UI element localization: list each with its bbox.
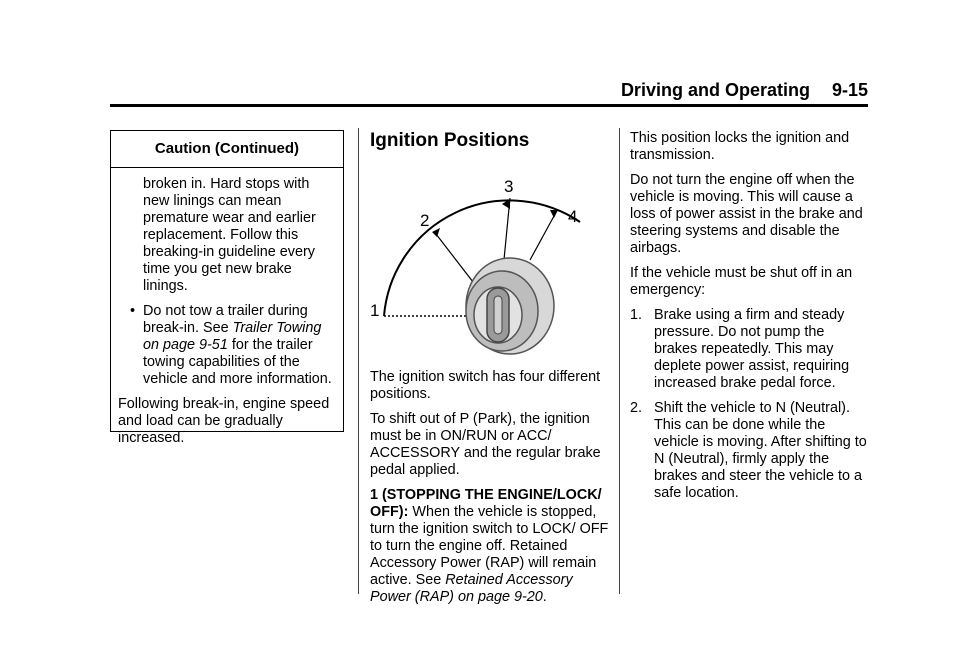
page-number: 9-15 xyxy=(831,80,868,100)
caution-continued-text: broken in. Hard stops with new linings can mean premature wear and earlier replacement. Follow this breaking-in guideline every time you get new brake linings. xyxy=(143,176,316,294)
step-text: Brake using a firm and steady pressure. Do not pump the brakes repeatedly. This may deplete power assist, requiring increased brake pedal force. xyxy=(654,307,850,391)
position-1-label: 1 (STOPPING THE ENGINE/LOCK/ OFF): xyxy=(370,487,602,520)
bullet-text-before: Do not tow a trailer during break-in. See xyxy=(143,303,308,336)
position-label-4: 4 xyxy=(568,207,578,226)
caution-box xyxy=(110,130,344,446)
emergency-intro: If the vehicle must be shut off in an emergency: xyxy=(630,265,853,298)
trailer-towing-link[interactable]: Trailer Towing on page 9-51 xyxy=(143,320,322,353)
position-1-description xyxy=(370,487,610,606)
leader-2 xyxy=(436,234,473,282)
middle-column-text xyxy=(370,369,610,614)
ignition-positions-heading: Ignition Positions xyxy=(370,130,530,151)
step-number: 1. xyxy=(630,307,643,323)
switch-key-groove xyxy=(494,296,502,334)
emergency-step-1 xyxy=(630,307,870,392)
rap-link[interactable]: Retained Accessory Power (RAP) on page 9-20 xyxy=(370,572,573,605)
caution-after-text: Following break-in, engine speed and load can be gradually increased. xyxy=(118,396,330,446)
section-title-header: Driving and Operating xyxy=(620,80,810,100)
step-text: Shift the vehicle to N (Neutral). This can be done while the vehicle is moving. After shifting to N (Neutral), firmly apply the brakes and steer the vehicle to a safe location. xyxy=(654,400,867,501)
position-1-text: When the vehicle is stopped, turn the ignition switch to LOCK/ OFF to turn the engine off. Retained Accessory Power (RAP) will remain active. See xyxy=(370,504,609,588)
caution-bullet xyxy=(118,303,335,388)
position-label-1: 1 xyxy=(370,301,380,320)
ignition-switch-figure xyxy=(370,170,606,356)
caution-body xyxy=(111,168,343,447)
header-rule xyxy=(110,104,868,107)
leader-4 xyxy=(530,216,554,260)
right-column xyxy=(630,130,870,510)
emergency-step-2 xyxy=(630,400,870,502)
bullet-text-after: for the trailer towing capabilities of the vehicle and more information. xyxy=(143,337,332,387)
column-divider-1 xyxy=(358,128,359,594)
locks-ignition-text: This position locks the ignition and transmission. xyxy=(630,130,850,163)
position-label-3: 3 xyxy=(504,177,514,196)
shift-out-of-park: To shift out of P (Park), the ignition must be in ON/RUN or ACC/ ACCESSORY and the regular brake pedal applied. xyxy=(370,411,601,478)
caution-title: Caution (Continued) xyxy=(111,131,343,168)
step-number: 2. xyxy=(630,400,643,416)
position-1-end: . xyxy=(542,589,547,605)
column-divider-2 xyxy=(619,128,620,594)
page-header xyxy=(110,80,868,104)
arrowhead-2 xyxy=(432,228,440,237)
middle-column xyxy=(370,130,610,152)
do-not-turn-off-warning: Do not turn the engine off when the vehicle is moving. This will cause a loss of power assist in the brake and steering systems and disable the airbags. xyxy=(630,172,863,256)
position-label-2: 2 xyxy=(420,211,430,230)
positions-intro: The ignition switch has four different positions. xyxy=(370,369,601,402)
bullet-marker: • xyxy=(130,303,136,319)
